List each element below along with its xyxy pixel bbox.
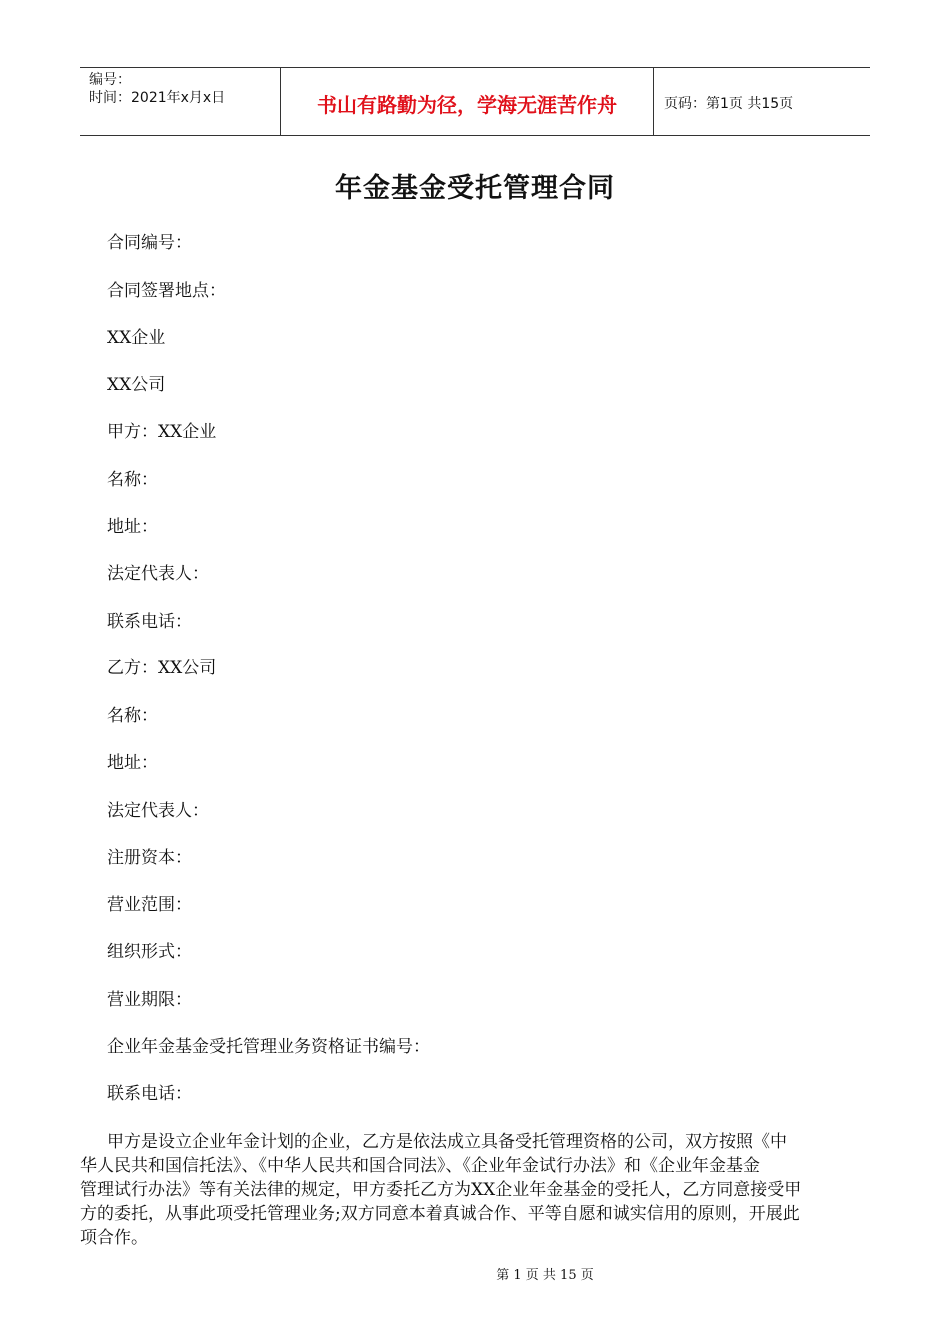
field-b-org-form: 组织形式： [107,942,192,962]
document-title: 年金基金受托管理合同 [335,173,615,204]
header-page-info: 页码：第1页 共15页 [664,95,794,112]
paragraph-line: 管理试行办法》等有关法律的规定，甲方委托乙方为XX企业年金基金的受托人，乙方同意接受甲 [80,1180,802,1200]
field-party-b-short: XX公司 [107,375,166,395]
paragraph-line: 项合作。 [80,1228,148,1248]
paragraph-line: 方的委托，从事此项受托管理业务;双方同意本着真诚合作、平等自愿和诚实信用的原则，开展此 [80,1204,800,1224]
field-party-a-short: XX企业 [107,328,166,348]
field-b-certificate: 企业年金基金受托管理业务资格证书编号： [107,1037,430,1057]
header-meta [80,68,281,135]
field-signing-place: 合同签署地点： [107,281,226,301]
field-contract-number: 合同编号： [107,233,192,253]
field-b-term: 营业期限： [107,990,192,1010]
field-party-b: 乙方：XX公司 [107,658,217,678]
page-footer: 第 1 页 共 15 页 [496,1268,594,1283]
field-party-a: 甲方：XX企业 [107,422,217,442]
header-time-label: 时间：2021年x月x日 [89,90,226,106]
page-header [80,67,870,136]
field-b-phone: 联系电话： [107,1084,192,1104]
field-b-address: 地址： [107,753,158,773]
field-b-name: 名称： [107,706,158,726]
field-a-address: 地址： [107,517,158,537]
paragraph-line: 华人民共和国信托法》、《中华人民共和国合同法》、《企业年金试行办法》和《企业年金基金 [80,1156,760,1176]
field-a-name: 名称： [107,470,158,490]
field-b-legal-rep: 法定代表人： [107,801,209,821]
field-a-phone: 联系电话： [107,612,192,632]
paragraph-line: 甲方是设立企业年金计划的企业，乙方是依法成立具备受托管理资格的公司，双方按照《中 [107,1132,787,1152]
header-number-label: 编号： [89,72,131,88]
field-a-legal-rep: 法定代表人： [107,564,209,584]
field-b-scope: 营业范围： [107,895,192,915]
field-b-capital: 注册资本： [107,848,192,868]
header-motto: 书山有路勤为径，学海无涯苦作舟 [281,68,654,135]
